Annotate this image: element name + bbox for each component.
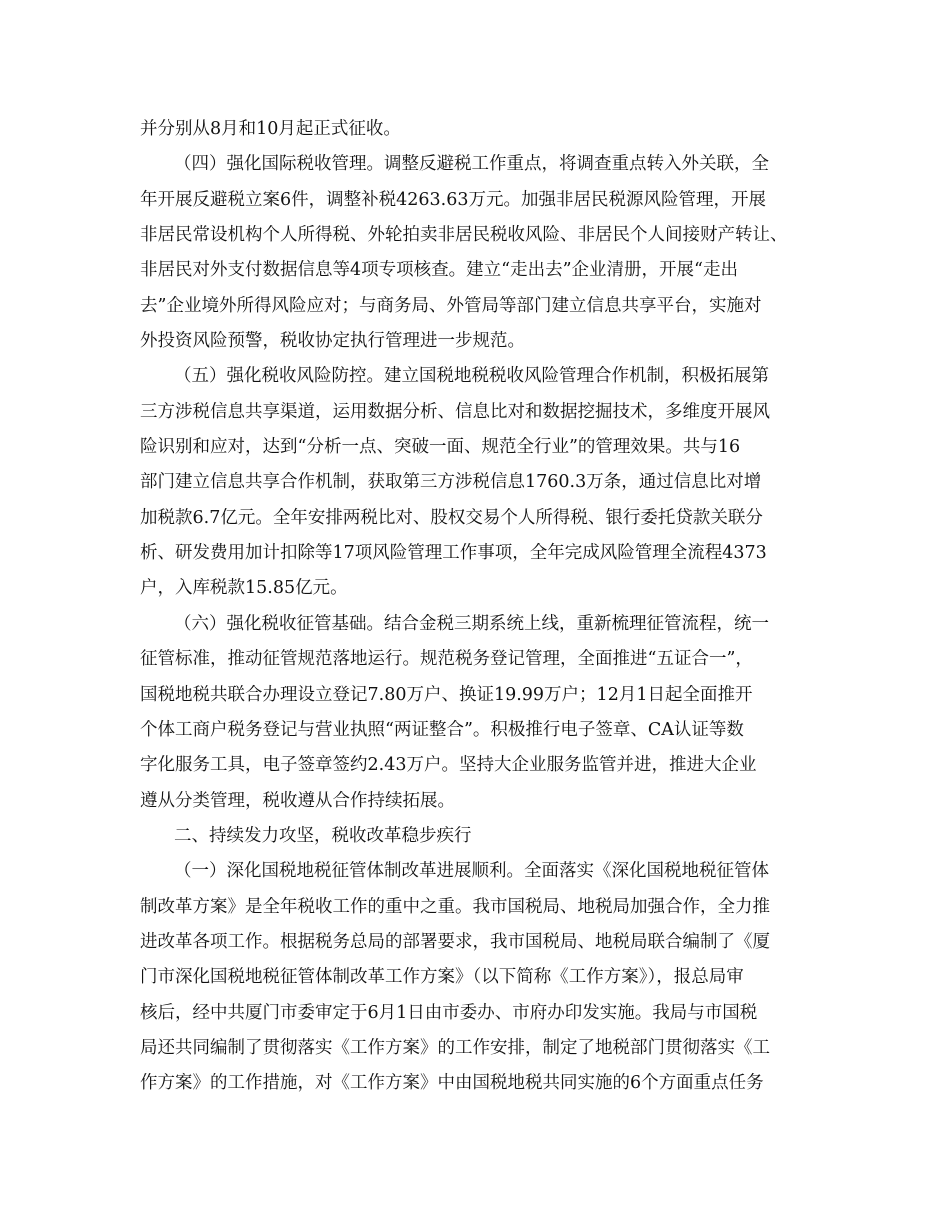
text-line: 制改革方案》是全年税收工作的重中之重。我市国税局、地税局加强合作，全力推: [140, 896, 770, 917]
text-line: 征管标准，推动征管规范落地运行。规范税务登记管理，全面推进“五证合一”，: [140, 649, 753, 670]
text-line: 字化服务工具，电子签章签约2.43万户。坚持大企业服务监管并进，推进大企业: [140, 755, 757, 776]
text-line: （五）强化税收风险防控。建立国税地税税收风险管理合作机制，积极拓展第: [174, 366, 769, 387]
text-line: 并分别从8月和10月起正式征收。: [140, 119, 401, 139]
text-line: 作方案》的工作措施，对《工作方案》中由国税地税共同实施的6个方面重点任务: [140, 1073, 764, 1094]
text-line: （六）强化税收征管基础。结合金税三期系统上线，重新梳理征管流程，统一: [174, 613, 769, 634]
text-line: 加税款6.7亿元。全年安排两税比对、股权交易个人所得税、银行委托贷款关联分: [140, 507, 763, 528]
text-line: （四）强化国际税收管理。调整反避税工作重点，将调查重点转入外关联，全: [174, 154, 769, 175]
text-line: 部门建立信息共享合作机制，获取第三方涉税信息1760.3万条，通过信息比对增: [140, 472, 762, 493]
text-line: 局还共同编制了贯彻落实《工作方案》的工作安排，制定了地税部门贯彻落实《工: [140, 1037, 770, 1058]
text-line: （一）深化国税地税征管体制改革进展顺利。全面落实《深化国税地税征管体: [174, 861, 769, 882]
text-line: 外投资风险预警，税收协定执行管理进一步规范。: [140, 331, 525, 352]
text-line: 去”企业境外所得风险应对；与商务局、外管局等部门建立信息共享平台，实施对: [140, 295, 762, 316]
text-line: 二、持续发力攻坚，税收改革稳步疾行: [174, 825, 472, 846]
text-line: 非居民对外支付数据信息等4项专项核查。建立“走出去”企业清册，开展“走出: [140, 260, 738, 281]
text-line: 遵从分类管理，税收遵从合作持续拓展。: [140, 790, 455, 811]
text-line: 三方涉税信息共享渠道，运用数据分析、信息比对和数据挖掘技术，多维度开展风: [140, 401, 770, 422]
text-line: 险识别和应对，达到“分析一点、突破一面、规范全行业”的管理效果。共与16: [140, 437, 741, 458]
text-line: 核后，经中共厦门市委审定于6月1日由市委办、市府办印发实施。我局与市国税: [140, 1002, 758, 1023]
text-line: 个体工商户税务登记与营业执照“两证整合”。积极推行电子签章、CA认证等数: [140, 719, 744, 740]
text-line: 户，入库税款15.85亿元。: [140, 578, 348, 599]
text-line: 年开展反避税立案6件，调整补税4263.63万元。加强非居民税源风险管理，开展: [140, 189, 766, 210]
text-line: 国税地税共联合办理设立登记7.80万户、换证19.99万户；12月1日起全面推开: [140, 684, 753, 705]
text-line: 析、研发费用加计扣除等17项风险管理工作事项，全年完成风险管理全流程4373: [140, 543, 767, 564]
text-line: 非居民常设机构个人所得税、外轮拍卖非居民税收风险、非居民个人间接财产转让、: [140, 225, 788, 246]
text-line: 门市深化国税地税征管体制改革工作方案》（以下简称《工作方案》），报总局审: [140, 967, 744, 988]
text-line: 进改革各项工作。根据税务总局的部署要求，我市国税局、地税局联合编制了《厦: [140, 931, 770, 952]
document-body: [140, 112, 820, 1102]
